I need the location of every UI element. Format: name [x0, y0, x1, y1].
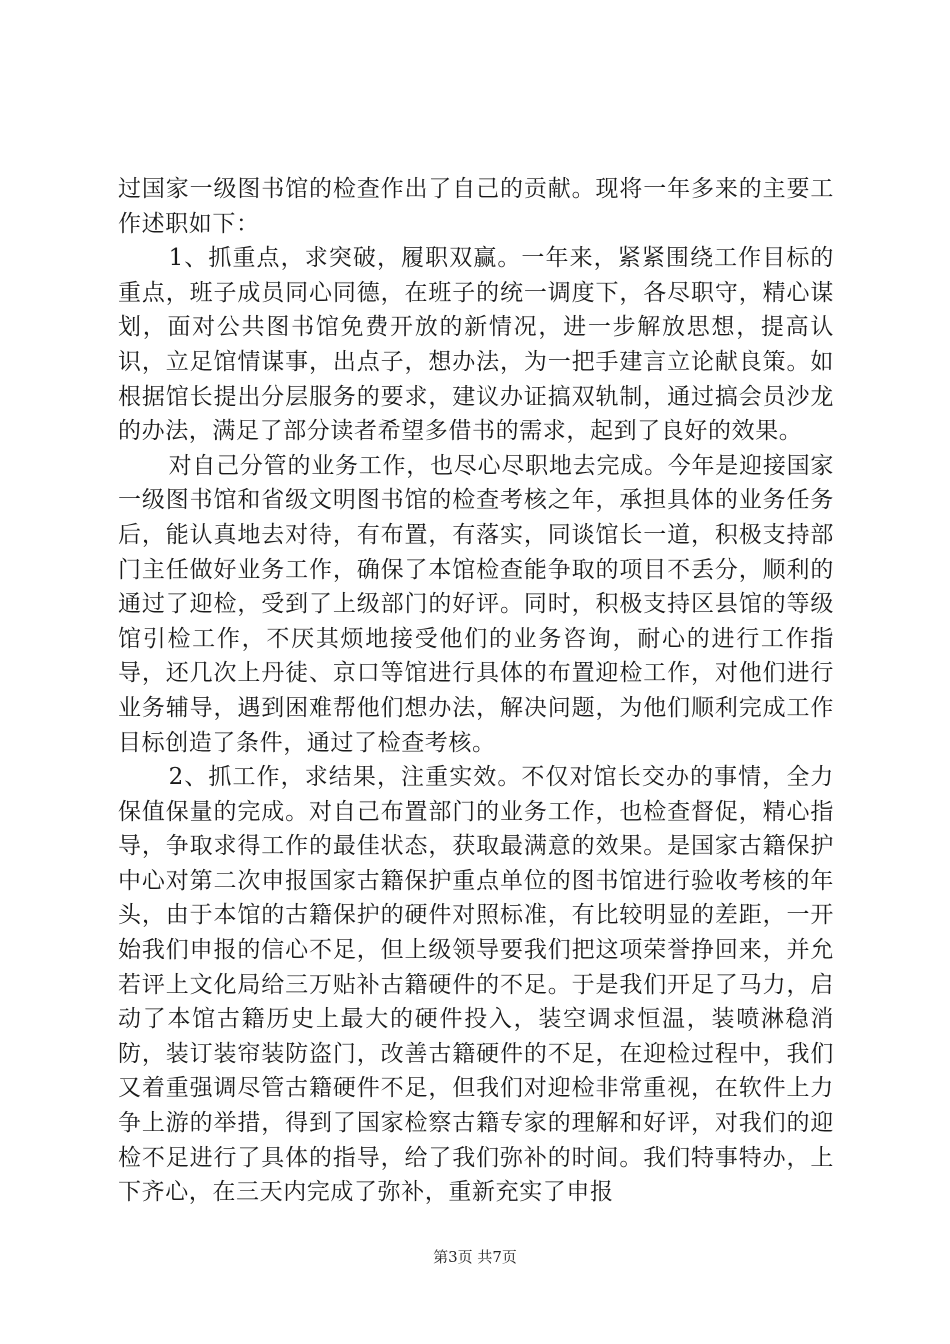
paragraph-item-1: 1、抓重点，求突破，履职双赢。一年来，紧紧围绕工作目标的重点，班子成员同心同德，在班子的统一调度下，各尽职守，精心谋划，面对公共图书馆免费开放的新情况，进一步解放思想，提高认识，立足馆情谋事，出点子，想办法，为一把手建言立论献良策。如根据馆长提出分层服务的要求，建议办证搞双轨制，通过搞会员沙龙的办法，满足了部分读者希望多借书的需求，起到了良好的效果。 [118, 245, 834, 445]
paragraph-business-work: 对自己分管的业务工作，也尽心尽职地去完成。今年是迎接国家一级图书馆和省级文明图书馆的检查考核之年，承担具体的业务任务后，能认真地去对待，有布置，有落实，同谈馆长一道，积极支持部门主任做好业务工作，确保了本馆检查能争取的项目不丢分，顺利的通过了迎检，受到了上级部门的好评。同时，积极支持区县馆的等级馆引检工作，不厌其烦地接受他们的业务咨询，耐心的进行工作指导，还几次上丹徒、京口等馆进行具体的布置迎检工作，对他们进行业务辅导，遇到困难帮他们想办法，解决问题，为他们顺利完成工作目标创造了条件，通过了检查考核。 [118, 452, 834, 756]
paragraph-item-2: 2、抓工作，求结果，注重实效。不仅对馆长交办的事情，全力保值保量的完成。对自己布置部门的业务工作，也检查督促，精心指导，争取求得工作的最佳状态，获取最满意的效果。是国家古籍保护中心对第二次申报国家古籍保护重点单位的图书馆进行验收考核的年头，由于本馆的古籍保护的硬件对照标准，有比较明显的差距，一开始我们申报的信心不足，但上级领导要我们把这项荣誉挣回来，并允若评上文化局给三万贴补古籍硬件的不足。于是我们开足了马力，启动了本馆古籍历史上最大的硬件投入，装空调求恒温，装喷淋稳消防，装订装帘装防盗门，改善古籍硬件的不足，在迎检过程中，我们又着重强调尽管古籍硬件不足，但我们对迎检非常重视，在软件上力争上游的举措，得到了国家检察古籍专家的理解和好评，对我们的迎检不足进行了具体的指导，给了我们弥补的时间。我们特事特办，上下齐心，在三天内完成了弥补，重新充实了申报 [118, 764, 834, 1206]
paragraph-continuation: 过国家一级图书馆的检查作出了自己的贡献。现将一年多来的主要工作述职如下： [118, 176, 834, 237]
page-number: 第3页 共7页 [433, 1248, 517, 1266]
document-body [118, 172, 834, 1210]
page-footer [0, 1246, 950, 1267]
